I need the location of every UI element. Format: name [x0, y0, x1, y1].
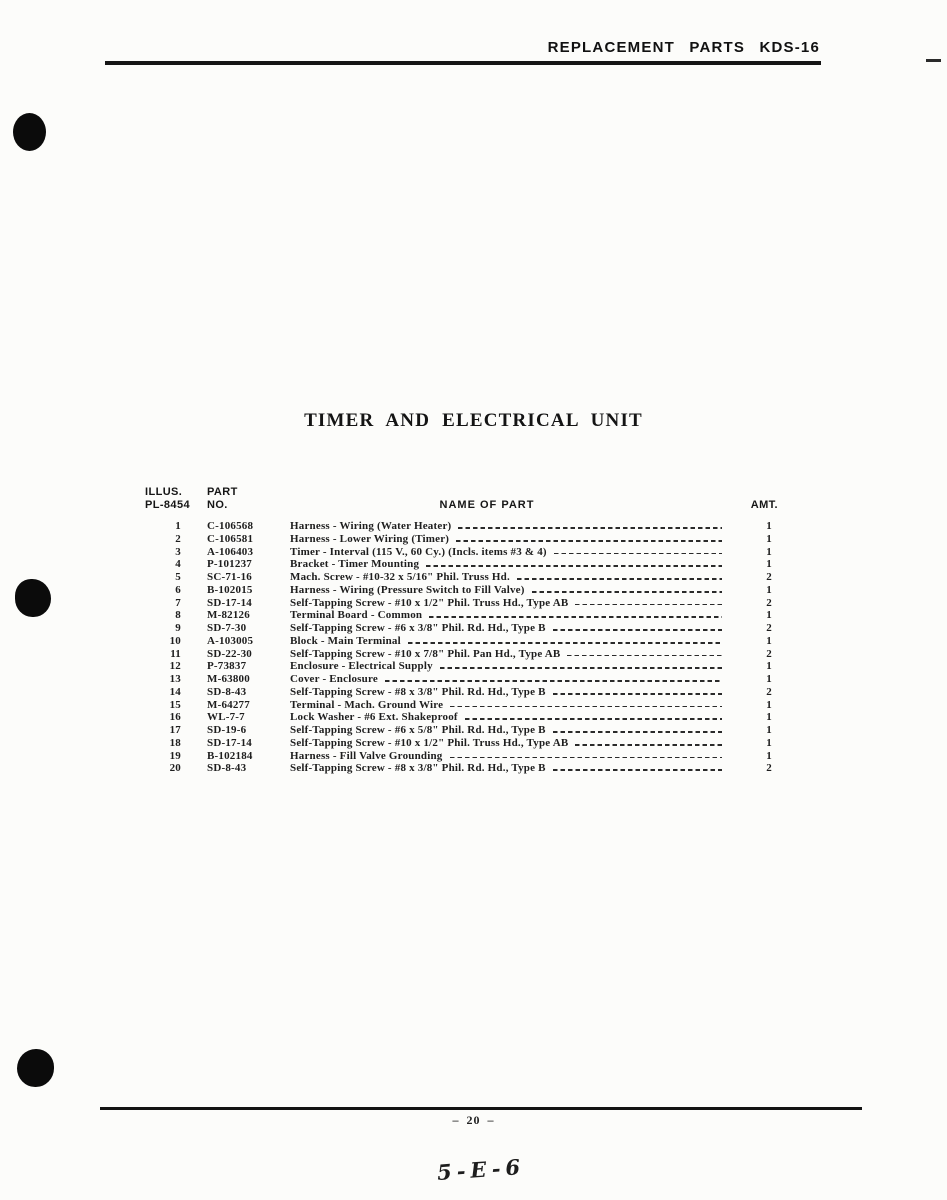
part-name: Self-Tapping Screw - #6 x 5/8" Phil. Rd. Hd., Type B	[290, 724, 546, 736]
part-name-cell	[290, 609, 728, 621]
part-number: SD-17-14	[207, 596, 252, 609]
table-row	[145, 648, 780, 661]
amount: 1	[766, 520, 772, 532]
table-row	[145, 597, 780, 610]
illus-number: 7	[175, 596, 181, 609]
part-label: PART	[207, 486, 238, 498]
part-name: Self-Tapping Screw - #10 x 1/2" Phil. Truss Hd., Type AB	[290, 736, 569, 749]
part-number: C-106568	[207, 520, 254, 532]
amount: 2	[766, 622, 772, 634]
part-name-cell	[290, 699, 728, 711]
illus-number: 9	[175, 622, 181, 634]
part-name-cell	[290, 737, 728, 749]
part-name: Lock Washer - #6 Ext. Shakeproof	[290, 711, 458, 724]
part-number: B-102015	[207, 583, 253, 596]
amount: 2	[766, 762, 772, 775]
header-rule	[105, 61, 821, 65]
table-body	[145, 520, 780, 775]
part-number: M-82126	[207, 609, 250, 622]
table-row	[145, 622, 780, 635]
table-row	[145, 686, 780, 699]
amount: 1	[766, 532, 772, 545]
illus-number: 17	[169, 724, 181, 736]
amount: 1	[766, 749, 772, 762]
table-row	[145, 737, 780, 750]
part-number: SD-19-6	[207, 724, 247, 736]
part-name: Harness - Wiring (Pressure Switch to Fill Valve)	[290, 583, 525, 596]
dotted-leader	[450, 706, 722, 708]
illus-number: 1	[175, 520, 181, 532]
illus-number: 16	[169, 711, 181, 724]
part-name: Harness - Wiring (Water Heater)	[290, 520, 452, 532]
part-number: SD-22-30	[207, 647, 252, 660]
part-name: Terminal Board - Common	[290, 609, 423, 622]
part-number: M-64277	[207, 698, 250, 711]
dotted-leader	[553, 629, 722, 631]
section-title: TIMER AND ELECTRICAL UNIT	[304, 410, 643, 431]
part-name: Terminal - Mach. Ground Wire	[290, 698, 444, 711]
part-number: C-106581	[207, 532, 254, 545]
table-row	[145, 609, 780, 622]
page-number: – 20 –	[452, 1113, 495, 1127]
table-row	[145, 750, 780, 763]
dotted-leader	[553, 731, 722, 733]
dotted-leader	[554, 553, 722, 555]
amount: 1	[766, 609, 772, 622]
part-name: Cover - Enclosure	[290, 673, 378, 685]
part-number: A-103005	[207, 634, 254, 647]
amount: 1	[766, 736, 772, 749]
amount: 1	[766, 673, 772, 685]
amount: 1	[766, 711, 772, 724]
part-name: Mach. Screw - #10-32 x 5/16" Phil. Truss Hd.	[290, 571, 510, 583]
illus-number: 11	[170, 647, 181, 660]
illus-number: 6	[175, 583, 181, 596]
table-row	[145, 762, 780, 775]
part-name-cell	[290, 660, 728, 672]
amount: 1	[766, 724, 772, 736]
illus-number: 12	[169, 660, 181, 673]
punch-hole	[17, 1049, 54, 1087]
table-row	[145, 571, 780, 584]
part-name-cell	[290, 673, 728, 685]
part-name-cell	[290, 711, 728, 723]
plate-number-label: PL-8454	[145, 499, 190, 511]
dotted-leader	[429, 616, 722, 618]
no-label: NO.	[207, 499, 228, 511]
illus-number: 10	[169, 634, 181, 647]
dotted-leader	[458, 527, 722, 529]
table-row	[145, 673, 780, 686]
dotted-leader	[532, 591, 722, 593]
illus-number: 18	[169, 736, 181, 749]
table-row	[145, 533, 780, 546]
illus-number: 20	[169, 762, 181, 775]
part-name-cell	[290, 533, 728, 545]
column-header-amt: AMT.	[750, 499, 778, 511]
illus-number: 5	[175, 571, 181, 583]
dotted-leader	[553, 693, 722, 695]
table-row	[145, 699, 780, 712]
part-name-cell	[290, 686, 728, 698]
part-name: Self-Tapping Screw - #8 x 3/8" Phil. Rd. Hd., Type B	[290, 762, 546, 775]
part-number: P-101237	[207, 558, 252, 571]
part-name: Harness - Fill Valve Grounding	[290, 749, 443, 762]
part-name: Enclosure - Electrical Supply	[290, 660, 433, 673]
part-number: WL-7-7	[207, 711, 245, 724]
amount: 1	[766, 545, 772, 558]
dotted-leader	[408, 642, 722, 644]
amount: 1	[766, 660, 772, 673]
illus-number: 4	[175, 558, 181, 571]
part-name-cell	[290, 762, 728, 774]
part-name-cell	[290, 622, 728, 634]
part-number: SD-7-30	[207, 622, 247, 634]
punch-hole	[15, 579, 51, 617]
dotted-leader	[385, 680, 722, 682]
part-number: P-73837	[207, 660, 247, 673]
amount: 1	[766, 583, 772, 596]
part-name-cell	[290, 546, 728, 558]
table-row	[145, 711, 780, 724]
illus-number: 13	[169, 673, 181, 685]
part-number: B-102184	[207, 749, 253, 762]
table-row	[145, 660, 780, 673]
part-number: SC-71-16	[207, 571, 252, 583]
amount: 2	[766, 596, 772, 609]
part-number: M-63800	[207, 673, 250, 685]
illus-number: 15	[169, 698, 181, 711]
dotted-leader	[450, 757, 723, 759]
table-row	[145, 520, 780, 533]
part-name-cell	[290, 648, 728, 660]
dotted-leader	[440, 667, 722, 669]
table-row	[145, 558, 780, 571]
dotted-leader	[517, 578, 722, 580]
dotted-leader	[575, 604, 722, 606]
illus-number: 14	[169, 685, 181, 698]
part-name-cell	[290, 750, 728, 762]
table-header-row	[145, 486, 780, 512]
part-name: Self-Tapping Screw - #6 x 3/8" Phil. Rd. Hd., Type B	[290, 622, 546, 634]
illus-label: ILLUS.	[145, 486, 183, 498]
illus-number: 2	[175, 532, 181, 545]
part-name-cell	[290, 584, 728, 596]
dotted-leader	[567, 655, 722, 657]
column-header-illus	[145, 486, 207, 512]
table-row	[145, 635, 780, 648]
part-name-cell	[290, 520, 728, 532]
table-row	[145, 724, 780, 737]
part-name-cell	[290, 635, 728, 647]
parts-table	[145, 486, 780, 775]
amount: 1	[766, 634, 772, 647]
part-name: Self-Tapping Screw - #10 x 7/8" Phil. Pan Hd., Type AB	[290, 647, 561, 660]
table-row	[145, 584, 780, 597]
column-header-name-of-part: NAME OF PART	[439, 499, 535, 511]
handwritten-note: 5-E-6	[436, 1153, 526, 1186]
dotted-leader	[575, 744, 722, 746]
part-name-cell	[290, 558, 728, 570]
part-name: Block - Main Terminal	[290, 634, 401, 647]
part-name: Self-Tapping Screw - #10 x 1/2" Phil. Truss Hd., Type AB	[290, 596, 569, 609]
table-row	[145, 546, 780, 559]
illus-number: 8	[175, 609, 181, 622]
part-name-cell	[290, 571, 728, 583]
dotted-leader	[426, 565, 722, 567]
part-name: Self-Tapping Screw - #8 x 3/8" Phil. Rd. Hd., Type B	[290, 685, 546, 698]
dotted-leader	[553, 769, 722, 771]
part-name-cell	[290, 597, 728, 609]
amount: 2	[766, 647, 772, 660]
part-number: A-106403	[207, 545, 254, 558]
page-header-title: REPLACEMENT PARTS KDS-16	[547, 39, 820, 56]
part-name: Bracket - Timer Mounting	[290, 558, 420, 571]
part-name: Harness - Lower Wiring (Timer)	[290, 532, 450, 545]
dotted-leader	[465, 718, 722, 720]
part-name: Timer - Interval (115 V., 60 Cy.) (Incls. items #3 & 4)	[290, 545, 547, 558]
part-name-cell	[290, 724, 728, 736]
illus-number: 3	[175, 545, 181, 558]
amount: 2	[766, 571, 772, 583]
punch-hole	[13, 113, 46, 151]
illus-number: 19	[169, 749, 181, 762]
part-number: SD-8-43	[207, 762, 247, 775]
part-number: SD-8-43	[207, 685, 247, 698]
dotted-leader	[456, 540, 722, 542]
footer-rule	[100, 1107, 862, 1110]
amount: 2	[766, 685, 772, 698]
amount: 1	[766, 698, 772, 711]
amount: 1	[766, 558, 772, 571]
part-number: SD-17-14	[207, 736, 252, 749]
scan-artifact	[926, 59, 941, 62]
